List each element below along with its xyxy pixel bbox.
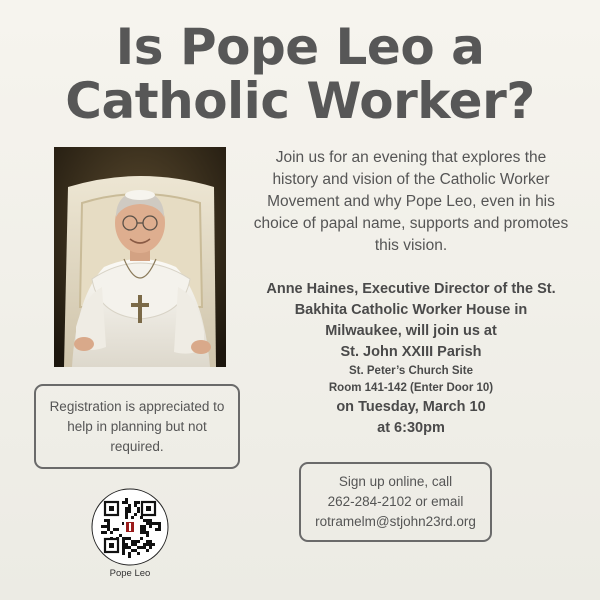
qr-module — [149, 522, 152, 525]
qr-module — [134, 504, 137, 507]
qr-module — [131, 543, 134, 546]
qr-module — [104, 519, 107, 522]
qr-module — [158, 528, 161, 531]
signup-box — [299, 462, 492, 542]
qr-module — [131, 516, 134, 519]
title-line-1: Is Pope Leo a — [115, 18, 485, 76]
qr-module — [149, 543, 152, 546]
qr-module — [155, 522, 158, 525]
qr-module — [107, 525, 110, 528]
qr-module — [143, 543, 146, 546]
qr-module — [122, 546, 125, 549]
speaker-line-2: Bakhita Catholic Worker House in — [294, 302, 528, 318]
speaker-line-1: Anne Haines, Executive Director of the St. — [266, 281, 556, 297]
qr-module — [137, 510, 140, 513]
title-line-2: Catholic Worker? — [65, 72, 535, 130]
signup-email[interactable]: rotramelm@stjohn23rd.org — [315, 514, 476, 529]
qr-module — [140, 537, 143, 540]
qr-module — [122, 501, 125, 504]
qr-module — [158, 525, 161, 528]
qr-module — [128, 555, 131, 558]
qr-module — [131, 540, 134, 543]
qr-module — [116, 528, 119, 531]
qr-module — [110, 531, 113, 534]
event-time: at 6:30pm — [377, 420, 445, 436]
qr-module — [128, 546, 131, 549]
qr-module — [119, 534, 122, 537]
qr-module — [137, 552, 140, 555]
registration-note: Registration is appreciated to help in planning but not required. — [49, 398, 225, 454]
qr-module — [125, 510, 128, 513]
qr-module — [149, 546, 152, 549]
qr-module — [137, 507, 140, 510]
room-info: Room 141-142 (Enter Door 10) — [328, 382, 494, 394]
qr-module — [146, 540, 149, 543]
qr-module — [134, 549, 137, 552]
qr-module — [140, 546, 143, 549]
qr-module — [155, 528, 158, 531]
qr-module — [128, 537, 131, 540]
qr-module — [158, 522, 161, 525]
qr-module — [113, 528, 116, 531]
registration-note-box — [34, 384, 240, 469]
qr-module — [143, 525, 146, 528]
qr-module — [125, 513, 128, 516]
qr-module — [107, 519, 110, 522]
qr-module — [125, 501, 128, 504]
qr-module — [125, 546, 128, 549]
parish-name: St. John XXIII Parish — [340, 344, 482, 360]
qr-module — [104, 525, 107, 528]
qr-module — [149, 519, 152, 522]
qr-code-graphic — [91, 488, 169, 566]
qr-module — [140, 528, 143, 531]
qr-module — [134, 540, 137, 543]
qr-module — [137, 540, 140, 543]
qr-module — [131, 549, 134, 552]
qr-module — [146, 531, 149, 534]
qr-module — [101, 531, 104, 534]
qr-module — [122, 537, 125, 540]
qr-module — [137, 546, 140, 549]
qr-module — [134, 501, 137, 504]
qr-module — [146, 534, 149, 537]
qr-module — [140, 525, 143, 528]
qr-module — [125, 543, 128, 546]
qr-module — [125, 516, 128, 519]
qr-module — [125, 537, 128, 540]
qr-module — [125, 498, 128, 501]
qr-module — [107, 522, 110, 525]
qr-module — [143, 531, 146, 534]
qr-module — [128, 510, 131, 513]
qr-module — [134, 543, 137, 546]
qr-module — [152, 543, 155, 546]
signup-phone[interactable]: 262-284-2102 or email — [327, 494, 464, 509]
qr-module — [137, 501, 140, 504]
qr-module — [149, 525, 152, 528]
speaker-line-3: Milwaukee, will join us at — [325, 323, 497, 339]
pope-photo — [54, 147, 226, 367]
qr-module — [149, 540, 152, 543]
qr-module — [122, 543, 125, 546]
qr-code[interactable] — [91, 488, 169, 566]
qr-module — [128, 504, 131, 507]
page-title — [0, 20, 600, 128]
qr-module — [101, 525, 104, 528]
qr-module — [140, 516, 143, 519]
qr-module — [122, 549, 125, 552]
qr-module — [146, 549, 149, 552]
qr-module — [122, 552, 125, 555]
event-details — [252, 279, 570, 439]
qr-module — [143, 546, 146, 549]
qr-module — [152, 522, 155, 525]
qr-module — [128, 552, 131, 555]
qr-caption: Pope Leo — [109, 568, 151, 579]
qr-module — [128, 507, 131, 510]
qr-module — [104, 531, 107, 534]
qr-module — [122, 540, 125, 543]
qr-module — [107, 528, 110, 531]
church-site: St. Peter’s Church Site — [349, 365, 473, 377]
event-date: on Tuesday, March 10 — [336, 399, 486, 415]
qr-module — [143, 528, 146, 531]
qr-module — [143, 519, 146, 522]
qr-module — [146, 519, 149, 522]
qr-module — [134, 513, 137, 516]
qr-module — [146, 543, 149, 546]
qr-module — [140, 531, 143, 534]
intro-paragraph: Join us for an evening that explores the history and vision of the Catholic Worker Movement and why Pope Leo, even in his choice of papal name, supports and promotes this vision. — [253, 149, 569, 254]
qr-module — [125, 507, 128, 510]
qr-module — [146, 522, 149, 525]
signup-line-1: Sign up online, call — [338, 474, 453, 489]
